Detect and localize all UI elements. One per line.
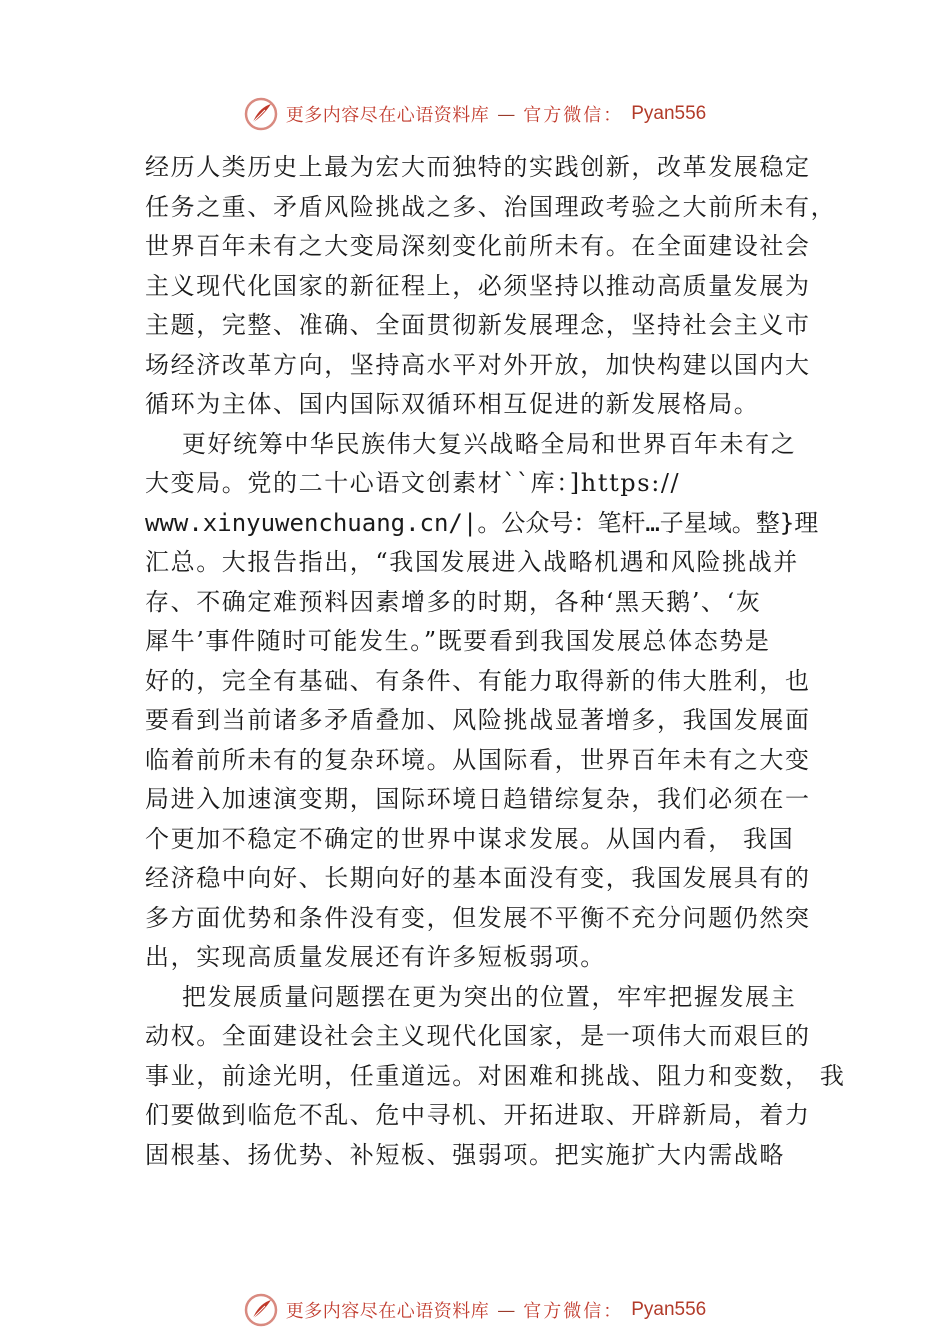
text-line: 们要做到临危不乱、危中寻机、开拓进取、开辟新局，着力 — [145, 1101, 811, 1129]
footer-banner — [0, 1290, 950, 1330]
text-line-url: www.xinyuwenchuang.cn/|。公众号：笔杆…子星域。整}理 — [145, 508, 819, 537]
text-line: 把发展质量问题摆在更为突出的位置，牢牢把握发展主 — [145, 982, 797, 1011]
text-line: 出，实现高质量发展还有许多短板弱项。 — [145, 943, 606, 971]
text-line: 好的，完全有基础、有条件、有能力取得新的伟大胜利，也 — [145, 666, 811, 695]
text-line: 主义现代化国家的新征程上，必须坚持以推动高质量发展为 — [145, 271, 811, 300]
text-line: 局进入加速演变期，国际环境日趋错综复杂，我们必须在一 — [145, 785, 811, 813]
feather-logo-icon — [244, 1293, 278, 1327]
text-line: 经历人类历史上最为宏大而独特的实践创新，改革发展稳定 — [145, 153, 811, 181]
footer-dash: — — [497, 1299, 516, 1321]
text-line: 事业，前途光明，任重道远。对困难和挑战、阻力和变数， 我 — [145, 1061, 846, 1090]
footer-wechat-id: Pyan556 — [631, 1299, 707, 1320]
text-line: 场经济改革方向，坚持高水平对外开放，加快构建以国内大 — [145, 350, 811, 379]
text-line: 要看到当前诸多矛盾叠加、风险挑战显著增多，我国发展面 — [145, 706, 811, 734]
text-line: 任务之重、矛盾风险挑战之多、治国理政考验之大前所未有， — [145, 192, 837, 221]
header-banner — [0, 94, 950, 134]
text-line: 更好统筹中华民族伟大复兴战略全局和世界百年未有之 — [145, 429, 797, 458]
text-line: 经济稳中向好、长期向好的基本面没有变，我国发展具有的 — [145, 864, 811, 892]
header-wechat-label: 官方微信： — [523, 105, 624, 126]
text-line: 存、不确定难预料因素增多的时期，各种‘黑天鹅’、‘灰 — [145, 587, 762, 616]
text-line: 犀牛’事件随时可能发生。”既要看到我国发展总体态势是 — [145, 627, 771, 655]
text-line: 大变局。党的二十心语文创素材``库：]https:// — [145, 469, 681, 497]
text-line: 固根基、扬优势、补短板、强弱项。把实施扩大内需战略 — [145, 1140, 785, 1169]
footer-wechat-label: 官方微信： — [523, 1301, 624, 1322]
text-line: 临着前所未有的复杂环境。从国际看，世界百年未有之大变 — [145, 745, 811, 774]
document-body — [145, 148, 846, 1175]
text-line: 循环为主体、国内国际双循环相互促进的新发展格局。 — [145, 390, 760, 418]
feather-logo-icon — [244, 97, 278, 131]
header-wechat-id: Pyan556 — [631, 103, 707, 124]
text-line: 主题，完整、准确、全面贯彻新发展理念，坚持社会主义市 — [145, 311, 811, 339]
header-dash: — — [497, 103, 516, 125]
footer-brand-text: 更多内容尽在心语资料库 — [285, 1301, 490, 1322]
text-line: 世界百年未有之大变局深刻变化前所未有。在全面建设社会 — [145, 232, 811, 260]
header-brand-text: 更多内容尽在心语资料库 — [285, 105, 490, 126]
text-line: 动权。全面建设社会主义现代化国家，是一项伟大而艰巨的 — [145, 1022, 811, 1050]
text-line: 多方面优势和条件没有变，但发展不平衡不充分问题仍然突 — [145, 903, 811, 932]
text-line: 汇总。大报告指出，“我国发展进入战略机遇和风险挑战并 — [145, 548, 799, 576]
text-line: 个更加不稳定不确定的世界中谋求发展。从国内看， 我国 — [145, 824, 795, 853]
